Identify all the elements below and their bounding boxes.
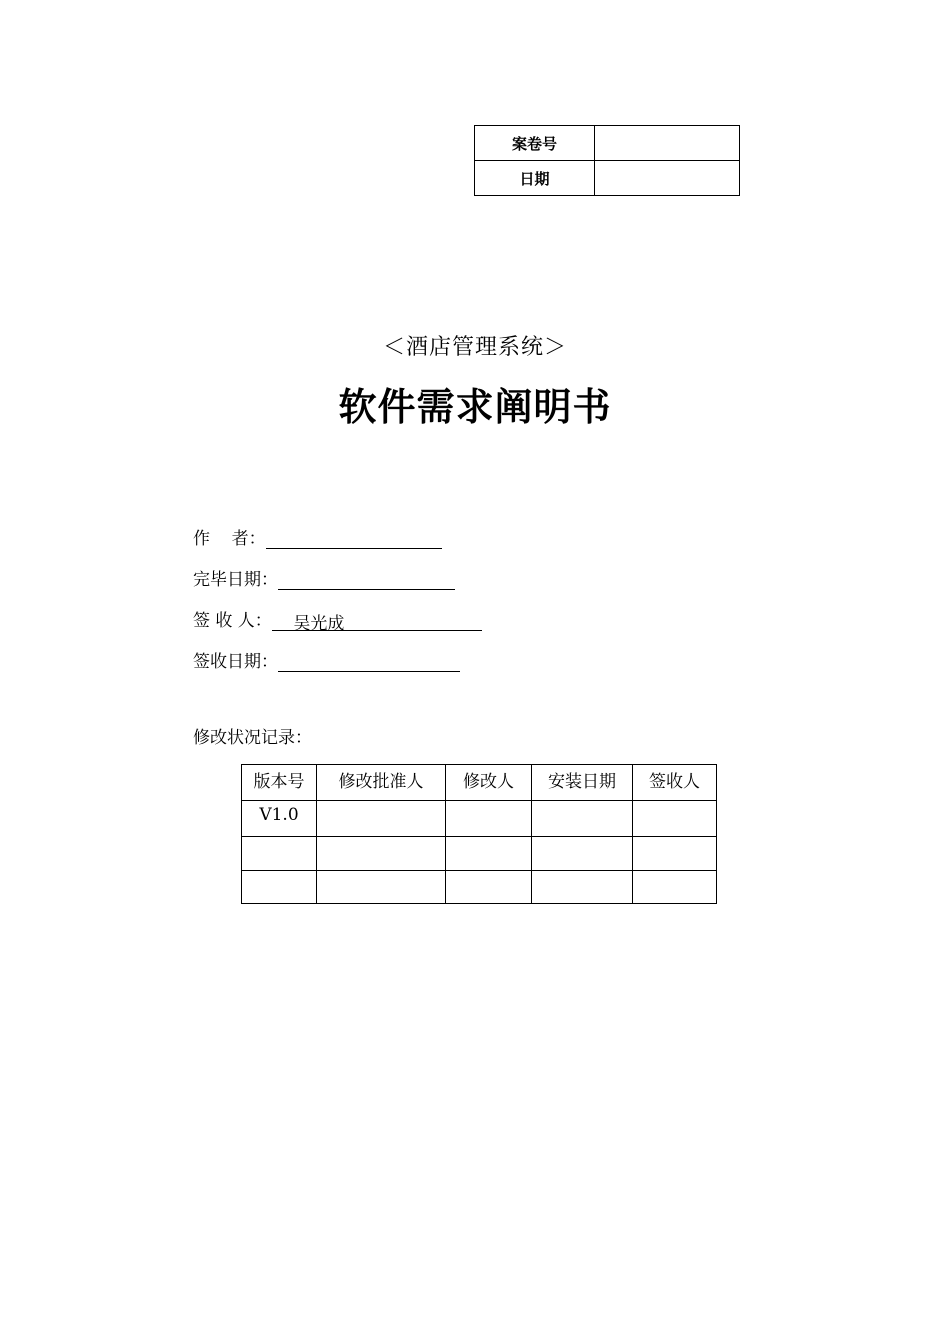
archive-number-label: 案卷号 [475,126,595,161]
receive-date-label: 签收日期： [193,652,278,672]
archive-row-date [475,161,740,196]
table-cell [446,801,532,837]
header-receiver: 签收人 [633,765,717,801]
table-cell [532,871,633,904]
revision-record-label: 修改状况记录： [193,728,312,748]
table-row [242,871,717,904]
archive-info-table [474,125,740,196]
table-cell [633,871,717,904]
table-cell [633,837,717,871]
table-cell [446,871,532,904]
finish-date-label: 完毕日期： [193,570,278,590]
finish-date-field [193,564,455,590]
revision-table-header [242,765,717,801]
receiver-label: 签 收 人： [193,611,272,631]
document-title: 软件需求阐明书 [338,385,612,429]
document-subtitle: ＜酒店管理系统＞ [382,335,567,360]
table-cell [317,837,446,871]
author-value [266,527,442,549]
header-version: 版本号 [242,765,317,801]
table-cell [317,871,446,904]
receiver-field [193,605,482,634]
table-cell [242,871,317,904]
revision-record-table [241,764,717,904]
receive-date-value [278,650,460,672]
archive-date-value [595,161,740,196]
author-label: 作 者： [193,529,266,549]
archive-date-label: 日期 [475,161,595,196]
archive-number-value [595,126,740,161]
header-modifier: 修改人 [446,765,532,801]
receive-date-field [193,646,460,672]
receiver-value: 吴光成 [272,609,482,631]
header-install-date: 安装日期 [532,765,633,801]
table-cell [446,837,532,871]
archive-row-number [475,126,740,161]
table-cell: V1.0 [242,801,317,837]
table-cell [242,837,317,871]
table-cell [317,801,446,837]
table-row [242,837,717,871]
author-field [193,523,442,549]
header-approver: 修改批准人 [317,765,446,801]
table-row [242,801,717,837]
finish-date-value [278,568,455,590]
table-cell [633,801,717,837]
table-cell [532,801,633,837]
table-cell [532,837,633,871]
